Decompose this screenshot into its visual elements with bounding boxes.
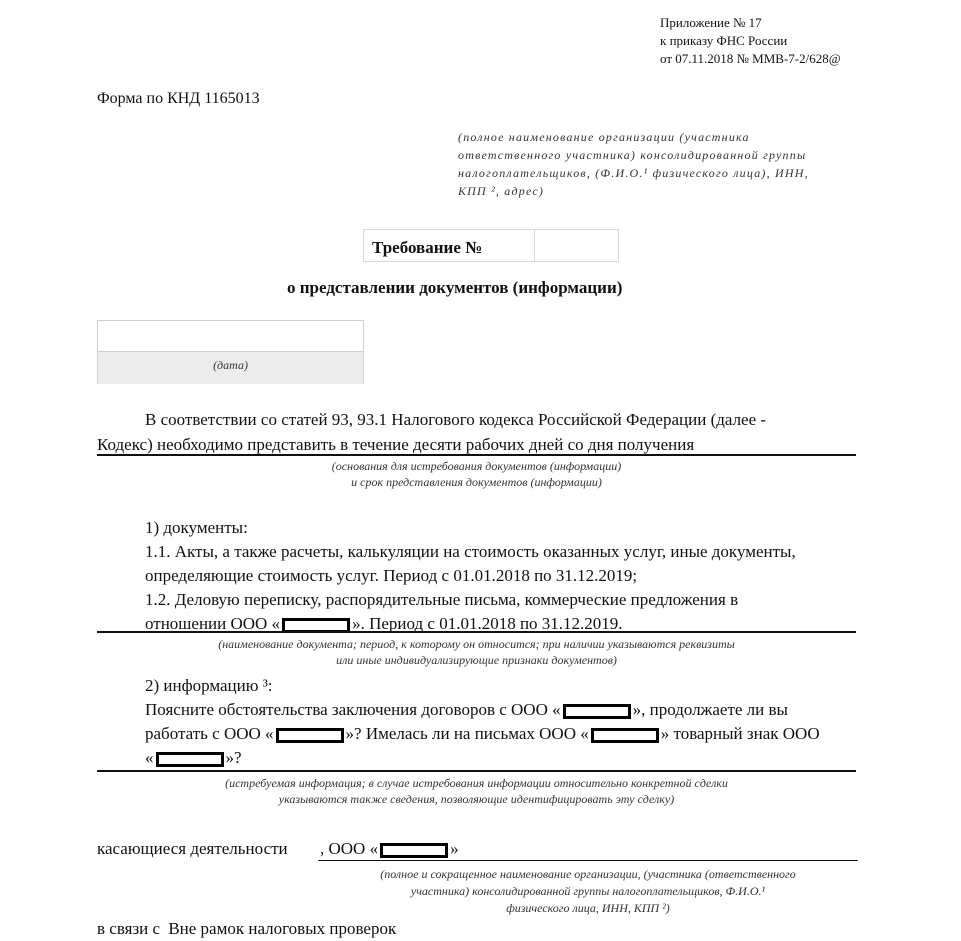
information-note: (истребуемая информация; в случае истребования информации относительно конкретной сделки указываются также сведения, позволяющие идентифицировать эту сделку)	[225, 776, 728, 806]
divider	[97, 631, 856, 633]
date-label-area	[98, 352, 363, 384]
concerning-organization: , ООО « »	[320, 839, 459, 858]
document-subtitle: о представлении документов (информации)	[287, 278, 623, 297]
date-box	[97, 320, 364, 384]
intro-line-1: В соответствии со статей 93, 93.1 Налогового кодекса Российской Федерации (далее -	[145, 410, 767, 429]
appendix-number: Приложение № 17	[660, 15, 762, 30]
information-line-2: работать с ООО « »? Имелась ли на письмах ООО « » товарный знак ООО	[145, 724, 820, 743]
reason-line	[97, 917, 396, 941]
concerning-label: касающиеся деятельности	[97, 839, 288, 858]
documents-heading: 1) документы:	[145, 518, 248, 537]
redaction-box	[276, 728, 344, 743]
information-line-3: « »?	[145, 748, 242, 767]
divider	[97, 454, 856, 456]
form-code: Форма по КНД 1165013	[97, 90, 260, 107]
documents-item-1-line-1: 1.1. Акты, а также расчеты, калькуляции на стоимость оказанных услуг, иные документы,	[145, 542, 796, 561]
document-title: Требование №	[372, 238, 483, 257]
redaction-box	[563, 704, 631, 719]
organization-note: (полное наименование организации (участника ответственного участника) консолидированной группы налогоплательщиков, (Ф.И.О.¹ физического лица), ИНН, КПП ², адрес)	[458, 130, 809, 198]
basis-note: (основания для истребования документов (информации) и срок представления документов (информации)	[331, 459, 622, 489]
header-block	[660, 14, 841, 68]
concerning-note: (полное и сокращенное наименование организации, (участника (ответственного участника) консолидированной группы налогоплательщиков, Ф.И.О.¹ физического лица, ИНН, КПП ²)	[380, 867, 796, 915]
order-reference: к приказу ФНС России	[660, 33, 788, 48]
order-date: от 07.11.2018 № ММВ-7-2/628@	[660, 51, 841, 66]
information-heading: 2) информацию ³:	[145, 676, 273, 695]
date-field	[98, 321, 363, 352]
redaction-box	[591, 728, 659, 743]
redaction-box	[380, 843, 448, 858]
date-label: (дата)	[213, 358, 248, 372]
divider	[97, 770, 856, 772]
documents-item-1-line-2: определяющие стоимость услуг. Период с 01.01.2018 по 31.12.2019;	[145, 566, 638, 585]
reason-label: в связи с	[97, 919, 161, 938]
information-line-1: Поясните обстоятельства заключения договоров с ООО « », продолжаете ли вы	[145, 700, 788, 719]
documents-item-2-line-1: 1.2. Деловую переписку, распорядительные письма, коммерческие предложения в	[145, 590, 739, 609]
divider	[318, 860, 858, 861]
intro-line-2: Кодекс) необходимо представить в течение десяти рабочих дней со дня получения	[97, 435, 695, 454]
redaction-box	[156, 752, 224, 767]
document-note: (наименование документа; период, к которому он относится; при наличии указываются реквизиты или иные индивидуализирующие признаки документов)	[218, 637, 735, 667]
title-block	[363, 229, 619, 262]
number-box	[534, 229, 620, 262]
documents-item-2-line-2: отношении ООО « ». Период с 01.01.2018 по 31.12.2019.	[145, 614, 623, 633]
reason-value: Вне рамок налоговых проверок	[168, 919, 397, 938]
